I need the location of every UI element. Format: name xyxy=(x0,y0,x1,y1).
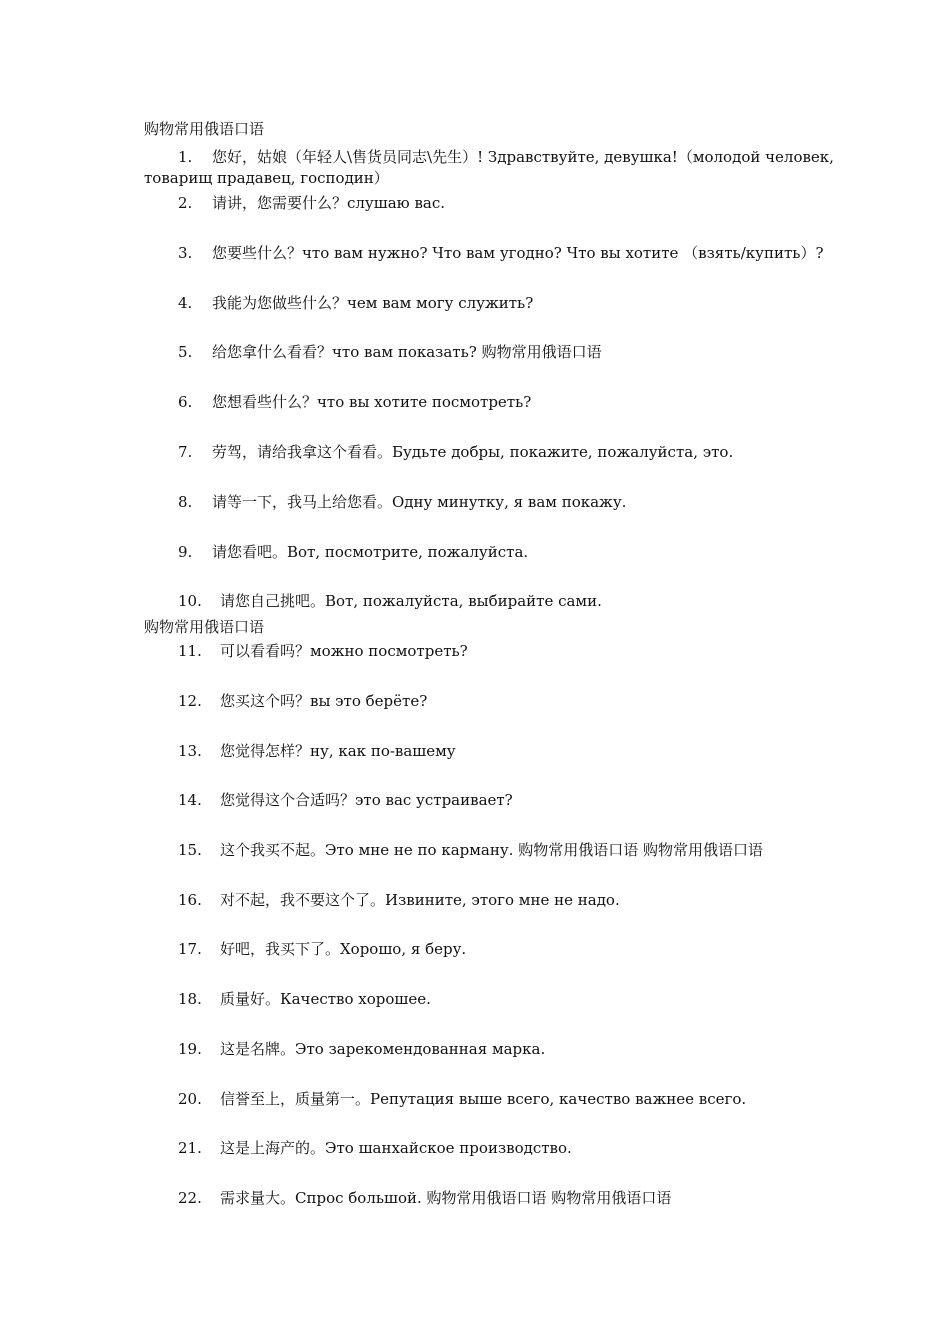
item-text: 这是名牌。Это зарекомендованная марка. xyxy=(220,1040,546,1058)
list-item xyxy=(178,639,468,663)
item-number: 1. xyxy=(178,148,193,166)
item-text: 这是上海产的。Это шанхайское производство. xyxy=(220,1139,572,1157)
list-item xyxy=(178,937,466,961)
item-text: 请您自己挑吧。Вот, пожалуйста, выбирайте сами. xyxy=(220,592,602,610)
item-text: 对不起，我不要这个了。Извините, этого мне не надо. xyxy=(220,891,620,909)
item-text: 我能为您做些什么？чем вам могу служить? xyxy=(212,294,534,312)
item-number: 15. xyxy=(178,841,202,859)
list-item xyxy=(178,838,763,862)
item-text: 您觉得这个合适吗？это вас устраивает? xyxy=(220,791,513,809)
item-number: 9. xyxy=(178,543,193,561)
list-item xyxy=(178,241,824,265)
item-text: 这个我买不起。Это мне не по карману. 购物常用俄语口语 购物常用俄语口语 xyxy=(220,841,763,859)
item-text: 可以看看吗？можно посмотреть? xyxy=(220,642,468,660)
item-number: 17. xyxy=(178,940,202,958)
item-text: 您买这个吗？вы это берёте? xyxy=(220,692,428,710)
item-number: 14. xyxy=(178,791,202,809)
list-item xyxy=(178,390,531,414)
item-number: 5. xyxy=(178,343,193,361)
page-title: 购物常用俄语口语 xyxy=(144,120,265,138)
item-text: 请讲，您需要什么？слушаю вас. xyxy=(212,194,446,212)
list-item xyxy=(178,340,602,364)
item-number: 4. xyxy=(178,294,193,312)
item-number: 3. xyxy=(178,244,193,262)
list-item xyxy=(178,540,528,564)
item-text: 质量好。Качество хорошее. xyxy=(220,990,431,1008)
item-text: 您好，姑娘（年轻人\售货员同志\先生）! Здравствуйте, девушка!（молодой человек, xyxy=(212,148,834,166)
item-number: 19. xyxy=(178,1040,202,1058)
item-number: 22. xyxy=(178,1189,202,1207)
list-item-1-continuation: товарищ прадавец, господин） xyxy=(144,169,389,187)
item-text: 您要些什么？что вам нужно? Что вам угодно? Что вы хотите （взять/купить）? xyxy=(212,244,824,262)
item-number: 8. xyxy=(178,493,193,511)
item-text: 请您看吧。Вот, посмотрите, пожалуйста. xyxy=(212,543,529,561)
list-item xyxy=(178,440,733,464)
item-number: 16. xyxy=(178,891,202,909)
item-text: 请等一下，我马上给您看。Одну минутку, я вам покажу. xyxy=(212,493,627,511)
list-item xyxy=(178,1136,572,1160)
item-text: 您觉得怎样？ну, как по-вашему xyxy=(220,742,456,760)
item-number: 20. xyxy=(178,1090,202,1108)
list-item xyxy=(178,987,431,1011)
item-number: 18. xyxy=(178,990,202,1008)
item-text: 好吧，我买下了。Хорошо, я беру. xyxy=(220,940,467,958)
item-number: 12. xyxy=(178,692,202,710)
list-item xyxy=(178,1186,671,1210)
list-item xyxy=(178,1087,746,1111)
list-item xyxy=(178,788,513,812)
item-text: 劳驾，请给我拿这个看看。Будьте добры, покажите, пожалуйста, это. xyxy=(212,443,734,461)
list-item xyxy=(178,490,626,514)
item-number: 10. xyxy=(178,592,202,610)
item-number: 21. xyxy=(178,1139,202,1157)
list-item xyxy=(178,739,456,763)
item-text: 需求量大。Спрос большой. 购物常用俄语口语 购物常用俄语口语 xyxy=(220,1189,672,1207)
list-item xyxy=(178,291,533,315)
item-number: 13. xyxy=(178,742,202,760)
list-item xyxy=(178,689,427,713)
item-number: 7. xyxy=(178,443,193,461)
item-number: 2. xyxy=(178,194,193,212)
item-text: 信誉至上，质量第一。Репутация выше всего, качество важнее всего. xyxy=(220,1090,747,1108)
item-text: 给您拿什么看看？что вам показать? 购物常用俄语口语 xyxy=(212,343,602,361)
list-item xyxy=(178,888,620,912)
list-item xyxy=(178,589,602,613)
section-title: 购物常用俄语口语 xyxy=(144,618,265,636)
item-number: 6. xyxy=(178,393,193,411)
item-number: 11. xyxy=(178,642,202,660)
list-item xyxy=(178,1037,545,1061)
list-item xyxy=(178,191,445,215)
item-text: 您想看些什么？что вы хотите посмотреть? xyxy=(212,393,532,411)
